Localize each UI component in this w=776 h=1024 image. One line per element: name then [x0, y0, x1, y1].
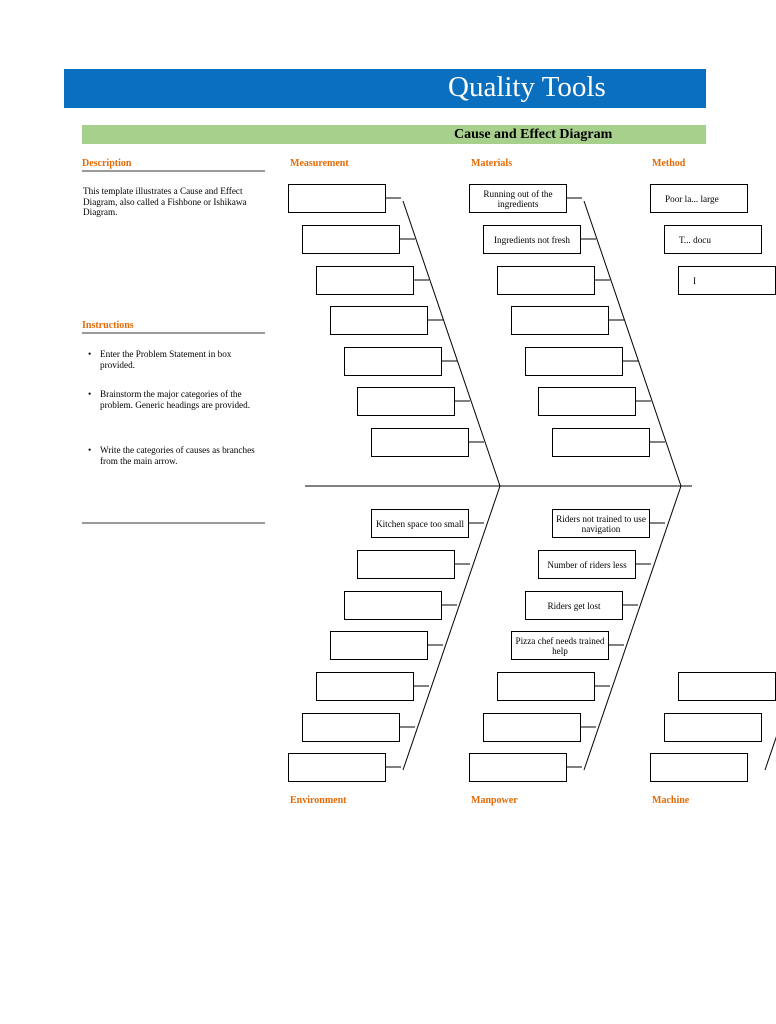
measurement-cause-box[interactable]: [371, 428, 469, 457]
manpower-cause-box[interactable]: [483, 713, 581, 742]
page-title: Quality Tools: [448, 71, 606, 103]
environment-cause-box[interactable]: [344, 591, 442, 620]
environment-cause-box[interactable]: Kitchen space too small: [371, 509, 469, 538]
measurement-cause-box[interactable]: [344, 347, 442, 376]
manpower-cause-box[interactable]: [497, 672, 595, 701]
materials-cause-box[interactable]: [538, 387, 636, 416]
instructions-heading: Instructions: [82, 320, 134, 331]
manpower-cause-box[interactable]: Riders get lost: [525, 591, 623, 620]
bone-machine: [765, 486, 776, 770]
materials-cause-box[interactable]: Ingredients not fresh: [483, 225, 581, 254]
measurement-cause-box[interactable]: [288, 184, 386, 213]
measurement-cause-box[interactable]: [357, 387, 455, 416]
method-cause-box[interactable]: Poor la... large: [650, 184, 748, 213]
category-method: Method: [652, 158, 686, 169]
manpower-cause-box[interactable]: [469, 753, 567, 782]
instruction-item: • Enter the Problem Statement in box provided.: [88, 349, 266, 370]
category-manpower: Manpower: [471, 795, 518, 806]
method-cause-box[interactable]: I: [678, 266, 776, 295]
manpower-cause-box[interactable]: Riders not trained to use navigation: [552, 509, 650, 538]
materials-cause-box[interactable]: [511, 306, 609, 335]
diagram-title: Cause and Effect Diagram: [454, 127, 613, 142]
measurement-cause-box[interactable]: [330, 306, 428, 335]
materials-cause-box[interactable]: Running out of the ingredients: [469, 184, 567, 213]
materials-cause-box[interactable]: [525, 347, 623, 376]
environment-cause-box[interactable]: [302, 713, 400, 742]
measurement-cause-box[interactable]: [302, 225, 400, 254]
description-heading: Description: [82, 158, 132, 169]
measurement-cause-box[interactable]: [316, 266, 414, 295]
environment-cause-box[interactable]: [357, 550, 455, 579]
instruction-item: • Write the categories of causes as branches from the main arrow.: [88, 445, 266, 466]
machine-cause-box[interactable]: [650, 753, 748, 782]
category-machine: Machine: [652, 795, 690, 806]
category-environment: Environment: [290, 795, 347, 806]
materials-cause-box[interactable]: [552, 428, 650, 457]
manpower-cause-box[interactable]: Number of riders less: [538, 550, 636, 579]
machine-cause-box[interactable]: [678, 672, 776, 701]
manpower-cause-box[interactable]: Pizza chef needs trained help: [511, 631, 609, 660]
machine-cause-box[interactable]: [664, 713, 762, 742]
environment-cause-box[interactable]: [288, 753, 386, 782]
instruction-item: • Brainstorm the major categories of the problem. Generic headings are provided.: [88, 389, 266, 410]
environment-cause-box[interactable]: [330, 631, 428, 660]
category-materials: Materials: [471, 158, 513, 169]
materials-cause-box[interactable]: [497, 266, 595, 295]
description-text: This template illustrates a Cause and Effect Diagram, also called a Fishbone or Ishikawa Diagram.: [83, 186, 247, 217]
method-cause-box[interactable]: T... docu: [664, 225, 762, 254]
environment-cause-box[interactable]: [316, 672, 414, 701]
category-measurement: Measurement: [290, 158, 349, 169]
